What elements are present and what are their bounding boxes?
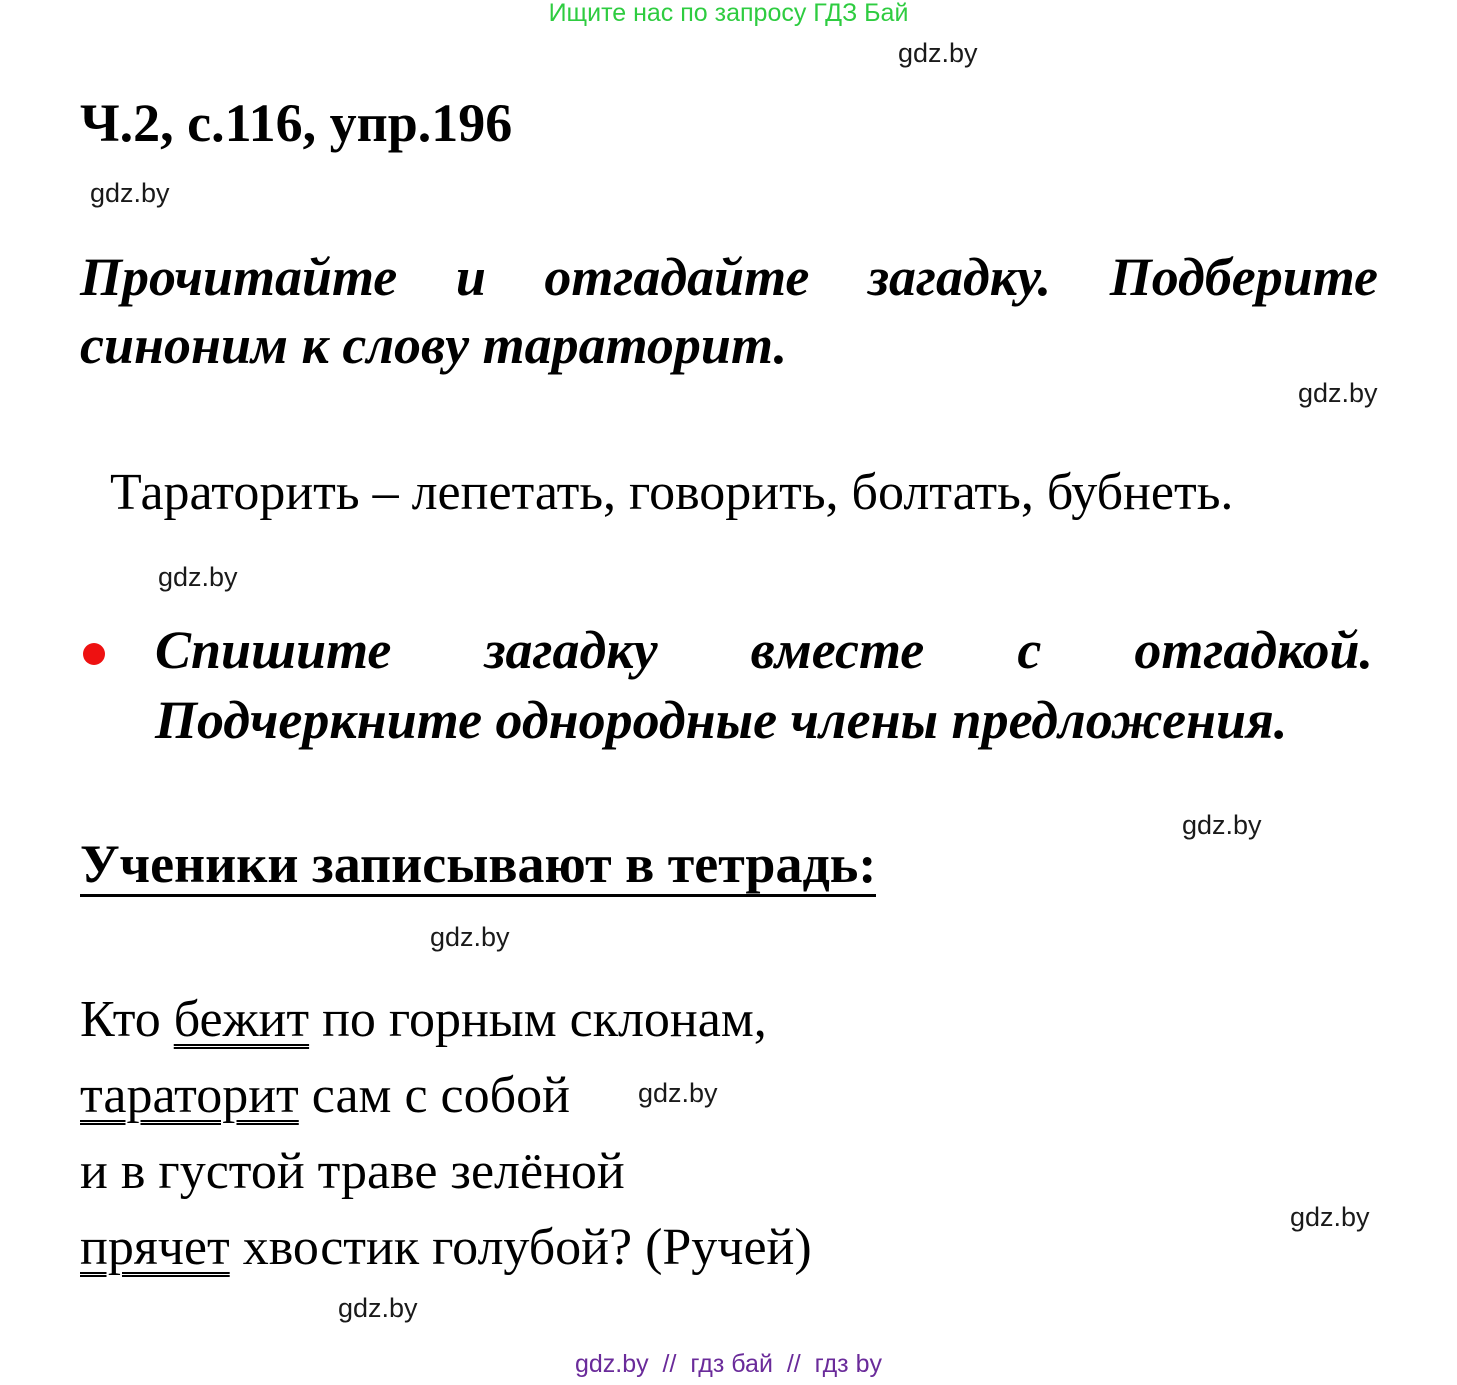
watermark: gdz.by: [90, 178, 170, 208]
underlined-verb-bezhit: бежит: [173, 991, 310, 1048]
watermark: gdz.by: [1182, 810, 1262, 840]
poem-line-1-start: Кто: [80, 991, 174, 1048]
task-instruction-2: [155, 615, 1373, 755]
synonym-answer: Тараторить – лепетать, говорить, болтать, бубнеть.: [110, 464, 1234, 521]
poem-line-4-end: хвостик голубой? (Ручей): [229, 1219, 812, 1276]
poem-line-2-end: сам с собой: [298, 1067, 570, 1124]
poem-line-4: [80, 1218, 812, 1277]
task-instruction-2-line-2: Подчеркните однородные члены предложения.: [155, 690, 1288, 750]
page-title: Ч.2, с.116, упр.196: [80, 93, 513, 153]
poem-line-1-end: по горным склонам,: [309, 991, 767, 1048]
bullet-marker: [83, 643, 105, 665]
task-instruction-1-line-1: Прочитайте и отгадайте загадку. Подберите: [80, 247, 1378, 307]
underlined-verb-taratorit: тараторит: [80, 1067, 299, 1124]
footer-links: gdz.by // гдз бай // гдз by: [574, 1350, 882, 1378]
watermark: gdz.by: [338, 1293, 418, 1323]
task-instruction-2-line-1: Спишите загадку вместе с отгадкой.: [155, 620, 1373, 680]
poem-line-2: [80, 1066, 570, 1125]
watermark: gdz.by: [638, 1078, 718, 1108]
watermark: gdz.by: [158, 562, 238, 592]
section-title: Ученики записывают в тетрадь:: [80, 836, 876, 897]
poem-line-3: и в густой траве зелёной: [80, 1143, 625, 1200]
poem-line-1: [80, 990, 767, 1049]
watermark: gdz.by: [1298, 378, 1378, 408]
task-instruction-1: [80, 243, 1378, 379]
top-banner: Ищите нас по запросу ГДЗ Бай: [548, 0, 909, 27]
watermark: gdz.by: [1290, 1202, 1370, 1232]
task-instruction-1-line-2: синоним к слову тараторит.: [80, 315, 788, 375]
watermark: gdz.by: [898, 38, 978, 68]
underlined-verb-pryachet: прячет: [80, 1219, 230, 1276]
watermark: gdz.by: [430, 922, 510, 952]
